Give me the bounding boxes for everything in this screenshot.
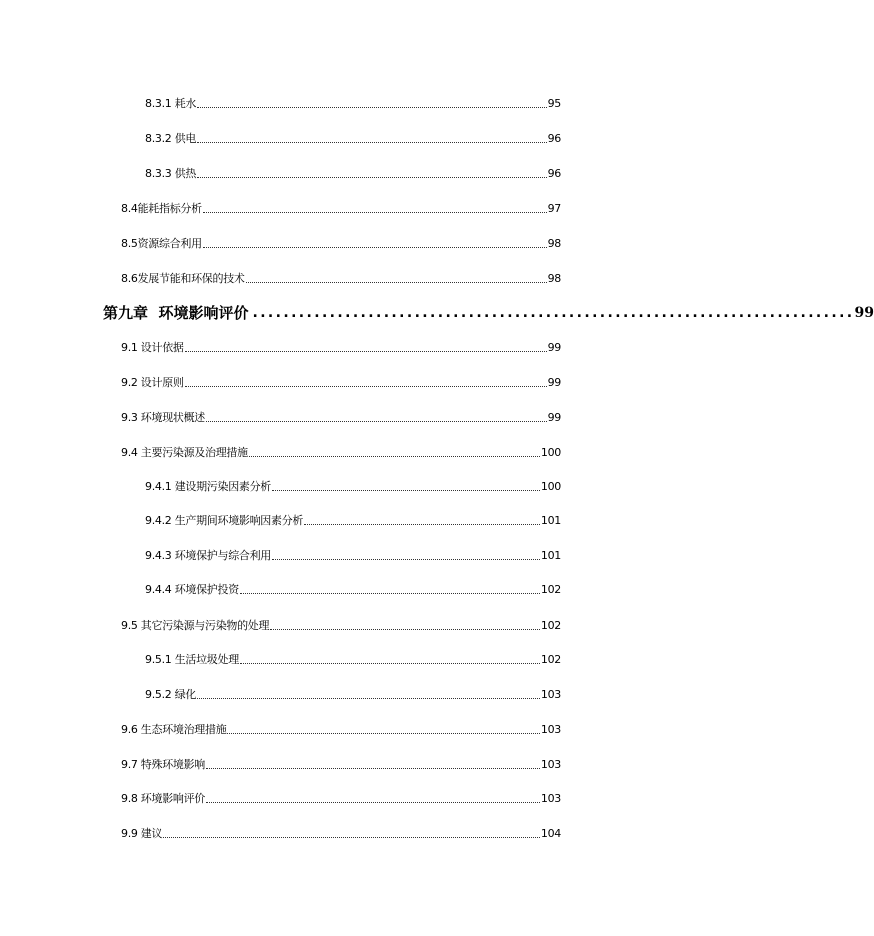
toc-page-number: 96 — [547, 132, 561, 145]
toc-page-number: 103 — [540, 758, 561, 771]
toc-leader-dots — [304, 524, 540, 525]
toc-entry-8-3-3[interactable] — [145, 165, 561, 181]
toc-page-number: 102 — [540, 653, 561, 666]
toc-leader-dots — [185, 386, 547, 387]
toc-entry-8-5[interactable] — [121, 235, 561, 251]
toc-leader-dots — [203, 212, 547, 213]
toc-page-number: 103 — [540, 792, 561, 805]
toc-leader-dots — [272, 490, 540, 491]
toc-page-number: 95 — [547, 97, 561, 110]
toc-entry-label: 8.5资源综合利用 — [121, 237, 202, 250]
toc-entry-9-2[interactable] — [121, 374, 561, 390]
toc-entry-8-4[interactable] — [121, 200, 561, 216]
toc-page-number: 104 — [540, 827, 561, 840]
toc-entry-9-1[interactable] — [121, 339, 561, 355]
toc-page-number: 101 — [540, 549, 561, 562]
toc-page-number: 99 — [547, 341, 561, 354]
toc-entry-9-5-1[interactable] — [145, 651, 561, 667]
toc-page-number: 102 — [540, 583, 561, 596]
toc-chapter-9[interactable] — [103, 302, 874, 322]
toc-page-number: 98 — [547, 272, 561, 285]
toc-leader-dots — [197, 107, 546, 108]
toc-page-number: 99 — [854, 305, 874, 321]
toc-page-number: 99 — [547, 376, 561, 389]
toc-entry-label: 8.4能耗指标分析 — [121, 202, 202, 215]
toc-entry-label: 9.5.2 绿化 — [145, 688, 197, 701]
toc-entry-9-4[interactable] — [121, 444, 561, 460]
toc-leader-dots — [270, 629, 540, 630]
toc-entry-label: 9.4.2 生产期间环境影响因素分析 — [145, 514, 304, 527]
toc-entry-label: 9.9 建议 — [121, 827, 163, 840]
toc-leader-dots: .............................................................................. — [252, 305, 855, 321]
toc-entry-label: 9.4.4 环境保护投资 — [145, 583, 239, 596]
toc-leader-dots — [203, 247, 547, 248]
toc-entry-8-6[interactable] — [121, 270, 561, 286]
toc-entry-label: 9.7 特殊环境影响 — [121, 758, 205, 771]
toc-leader-dots — [197, 142, 546, 143]
toc-leader-dots — [240, 593, 540, 594]
toc-page-number: 97 — [547, 202, 561, 215]
toc-entry-9-8[interactable] — [121, 790, 561, 806]
toc-entry-9-5[interactable] — [121, 617, 561, 633]
toc-entry-label: 9.4.1 建设期污染因素分析 — [145, 480, 272, 493]
toc-page-number: 101 — [540, 514, 561, 527]
toc-leader-dots — [206, 768, 540, 769]
toc-entry-8-3-1[interactable] — [145, 95, 561, 111]
toc-entry-label: 8.6发展节能和环保的技术 — [121, 272, 245, 285]
toc-chapter-label: 第九章 环境影响评价 — [103, 304, 249, 322]
toc-leader-dots — [272, 559, 540, 560]
toc-entry-label: 9.4 主要污染源及治理措施 — [121, 446, 248, 459]
toc-entry-9-4-1[interactable] — [145, 478, 561, 494]
toc-entry-label: 9.3 环境现状概述 — [121, 411, 205, 424]
toc-page-number: 100 — [540, 446, 561, 459]
toc-entry-label: 9.1 设计依据 — [121, 341, 184, 354]
toc-entry-label: 9.5 其它污染源与污染物的处理 — [121, 619, 270, 632]
toc-entry-9-4-2[interactable] — [145, 512, 561, 528]
toc-page-number: 100 — [540, 480, 561, 493]
toc-leader-dots — [197, 177, 546, 178]
toc-entry-label: 8.3.3 供热 — [145, 167, 197, 180]
toc-entry-9-4-3[interactable] — [145, 547, 561, 563]
toc-page-number: 98 — [547, 237, 561, 250]
toc-page-number: 103 — [540, 688, 561, 701]
toc-page-number: 96 — [547, 167, 561, 180]
toc-entry-label: 8.3.2 供电 — [145, 132, 197, 145]
toc-entry-label: 9.8 环境影响评价 — [121, 792, 205, 805]
toc-entry-label: 9.6 生态环境治理措施 — [121, 723, 227, 736]
toc-entry-label: 9.5.1 生活垃圾处理 — [145, 653, 239, 666]
toc-page-number: 99 — [547, 411, 561, 424]
toc-leader-dots — [163, 837, 540, 838]
toc-leader-dots — [185, 351, 547, 352]
toc-leader-dots — [206, 421, 547, 422]
toc-entry-9-4-4[interactable] — [145, 581, 561, 597]
toc-leader-dots — [249, 456, 540, 457]
toc-entry-label: 9.2 设计原则 — [121, 376, 184, 389]
toc-leader-dots — [227, 733, 539, 734]
toc-page-number: 102 — [540, 619, 561, 632]
toc-leader-dots — [197, 698, 540, 699]
toc-leader-dots — [246, 282, 547, 283]
toc-entry-9-7[interactable] — [121, 756, 561, 772]
toc-entry-label: 9.4.3 环境保护与综合利用 — [145, 549, 272, 562]
toc-leader-dots — [240, 663, 540, 664]
toc-entry-9-5-2[interactable] — [145, 686, 561, 702]
toc-entry-9-3[interactable] — [121, 409, 561, 425]
toc-entry-9-6[interactable] — [121, 721, 561, 737]
toc-entry-8-3-2[interactable] — [145, 130, 561, 146]
toc-entry-9-9[interactable] — [121, 825, 561, 841]
toc-page-number: 103 — [540, 723, 561, 736]
toc-leader-dots — [206, 802, 540, 803]
toc-entry-label: 8.3.1 耗水 — [145, 97, 197, 110]
